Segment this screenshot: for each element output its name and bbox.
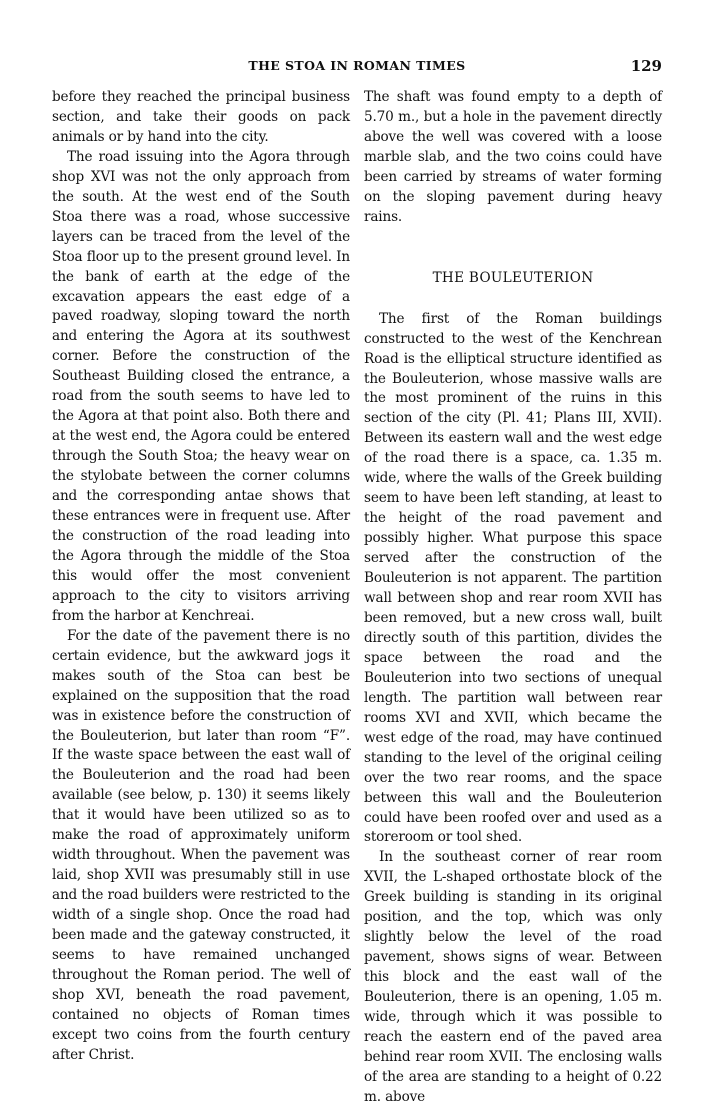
paragraph: The first of the Roman buildings constructed to the west of the Kenchrean Road is the elliptical structure identified as the Bouleuterion, whose massive walls are the most prominent of the ruins in this section of the city (Pl. 41; Plans III, XVII). Between its eastern wall and the west edge of the road there is a space, ca. 1.35 m. wide, where the walls of the Greek building seem to have been left standing, at least to the height of the road pavement and possibly higher. What purpose this space served after the construction of the Bouleuterion is not apparent. The partition wall between shop and rear room XVII has been removed, but a new cross wall, built directly south of this partition, divides the space between the road and the Bouleuterion into two sections of unequal length. The partition wall between rear rooms XVI and XVII, which became the west edge of the road, may have continued standing to the level of the original ceiling over the two rear rooms, and the space between this wall and the Bouleuterion could have been roofed over and used as a storeroom or tool shed.: [364, 310, 662, 846]
page-number: 129: [630, 57, 662, 75]
left-column: [52, 88, 350, 1066]
section-heading: THE BOULEUTERION: [432, 269, 594, 286]
paragraph: The road issuing into the Agora through shop XVI was not the only approach from the south. At the west end of the South Stoa there was a road, whose successive layers can be traced from the level of the Stoa floor up to the present ground level. In the bank of earth at the edge of the excavation appears the east edge of a paved roadway, sloping toward the north and entering the Agora at its southwest corner. Before the construction of the Southeast Building closed the entrance, a road from the south seems to have led to the Agora at that point also. Both there and at the west end, the Agora could be entered through the South Stoa; the heavy wear on the stylobate between the corner columns and the corresponding antae shows that these entrances were in frequent use. After the construction of the road leading into the Agora through the middle of the Stoa this would offer the most convenient approach to the city to visitors arriving from the harbor at Kenchreai.: [52, 148, 350, 624]
paragraph: The shaft was found empty to a depth of 5.70 m., but a hole in the pavement directly above the well was covered with a loose marble slab, and the two coins could have been carried by streams of water forming on the sloping pavement during heavy rains.: [364, 89, 662, 225]
paragraph: before they reached the principal business section, and take their goods on pack animals or by hand into the city.: [52, 89, 350, 145]
paragraph: In the southeast corner of rear room XVII, the L-shaped orthostate block of the Greek building is standing in its original position, and the top, which was only slightly below the level of the road pavement, shows signs of wear. Between this block and the east wall of the Bouleuterion, there is an opening, 1.05 m. wide, through which it was possible to reach the eastern end of the paved area behind rear room XVII. The enclosing walls of the area are standing to a height of 0.22 m. above: [364, 849, 662, 1105]
paragraph: For the date of the pavement there is no certain evidence, but the awkward jogs it makes south of the Stoa can best be explained on the supposition that the road was in existence before the construction of the Bouleuterion, but later than room “F”. If the waste space between the east wall of the Bouleuterion and the road had been available (see below, p. 130) it seems likely that it would have been utilized so as to make the road of approximately uniform width throughout. When the pavement was laid, shop XVII was presumably still in use and the road builders were restricted to the width of a single shop. Once the road had been made and the gateway constructed, it seems to have remained unchanged throughout the Roman period. The well of shop XVI, beneath the road pavement, contained no objects of Roman times except two coins from the fourth century after Christ.: [52, 627, 350, 1063]
running-title: THE STOA IN ROMAN TIMES: [248, 58, 466, 73]
right-column: [364, 88, 662, 1108]
running-head: [52, 56, 662, 76]
